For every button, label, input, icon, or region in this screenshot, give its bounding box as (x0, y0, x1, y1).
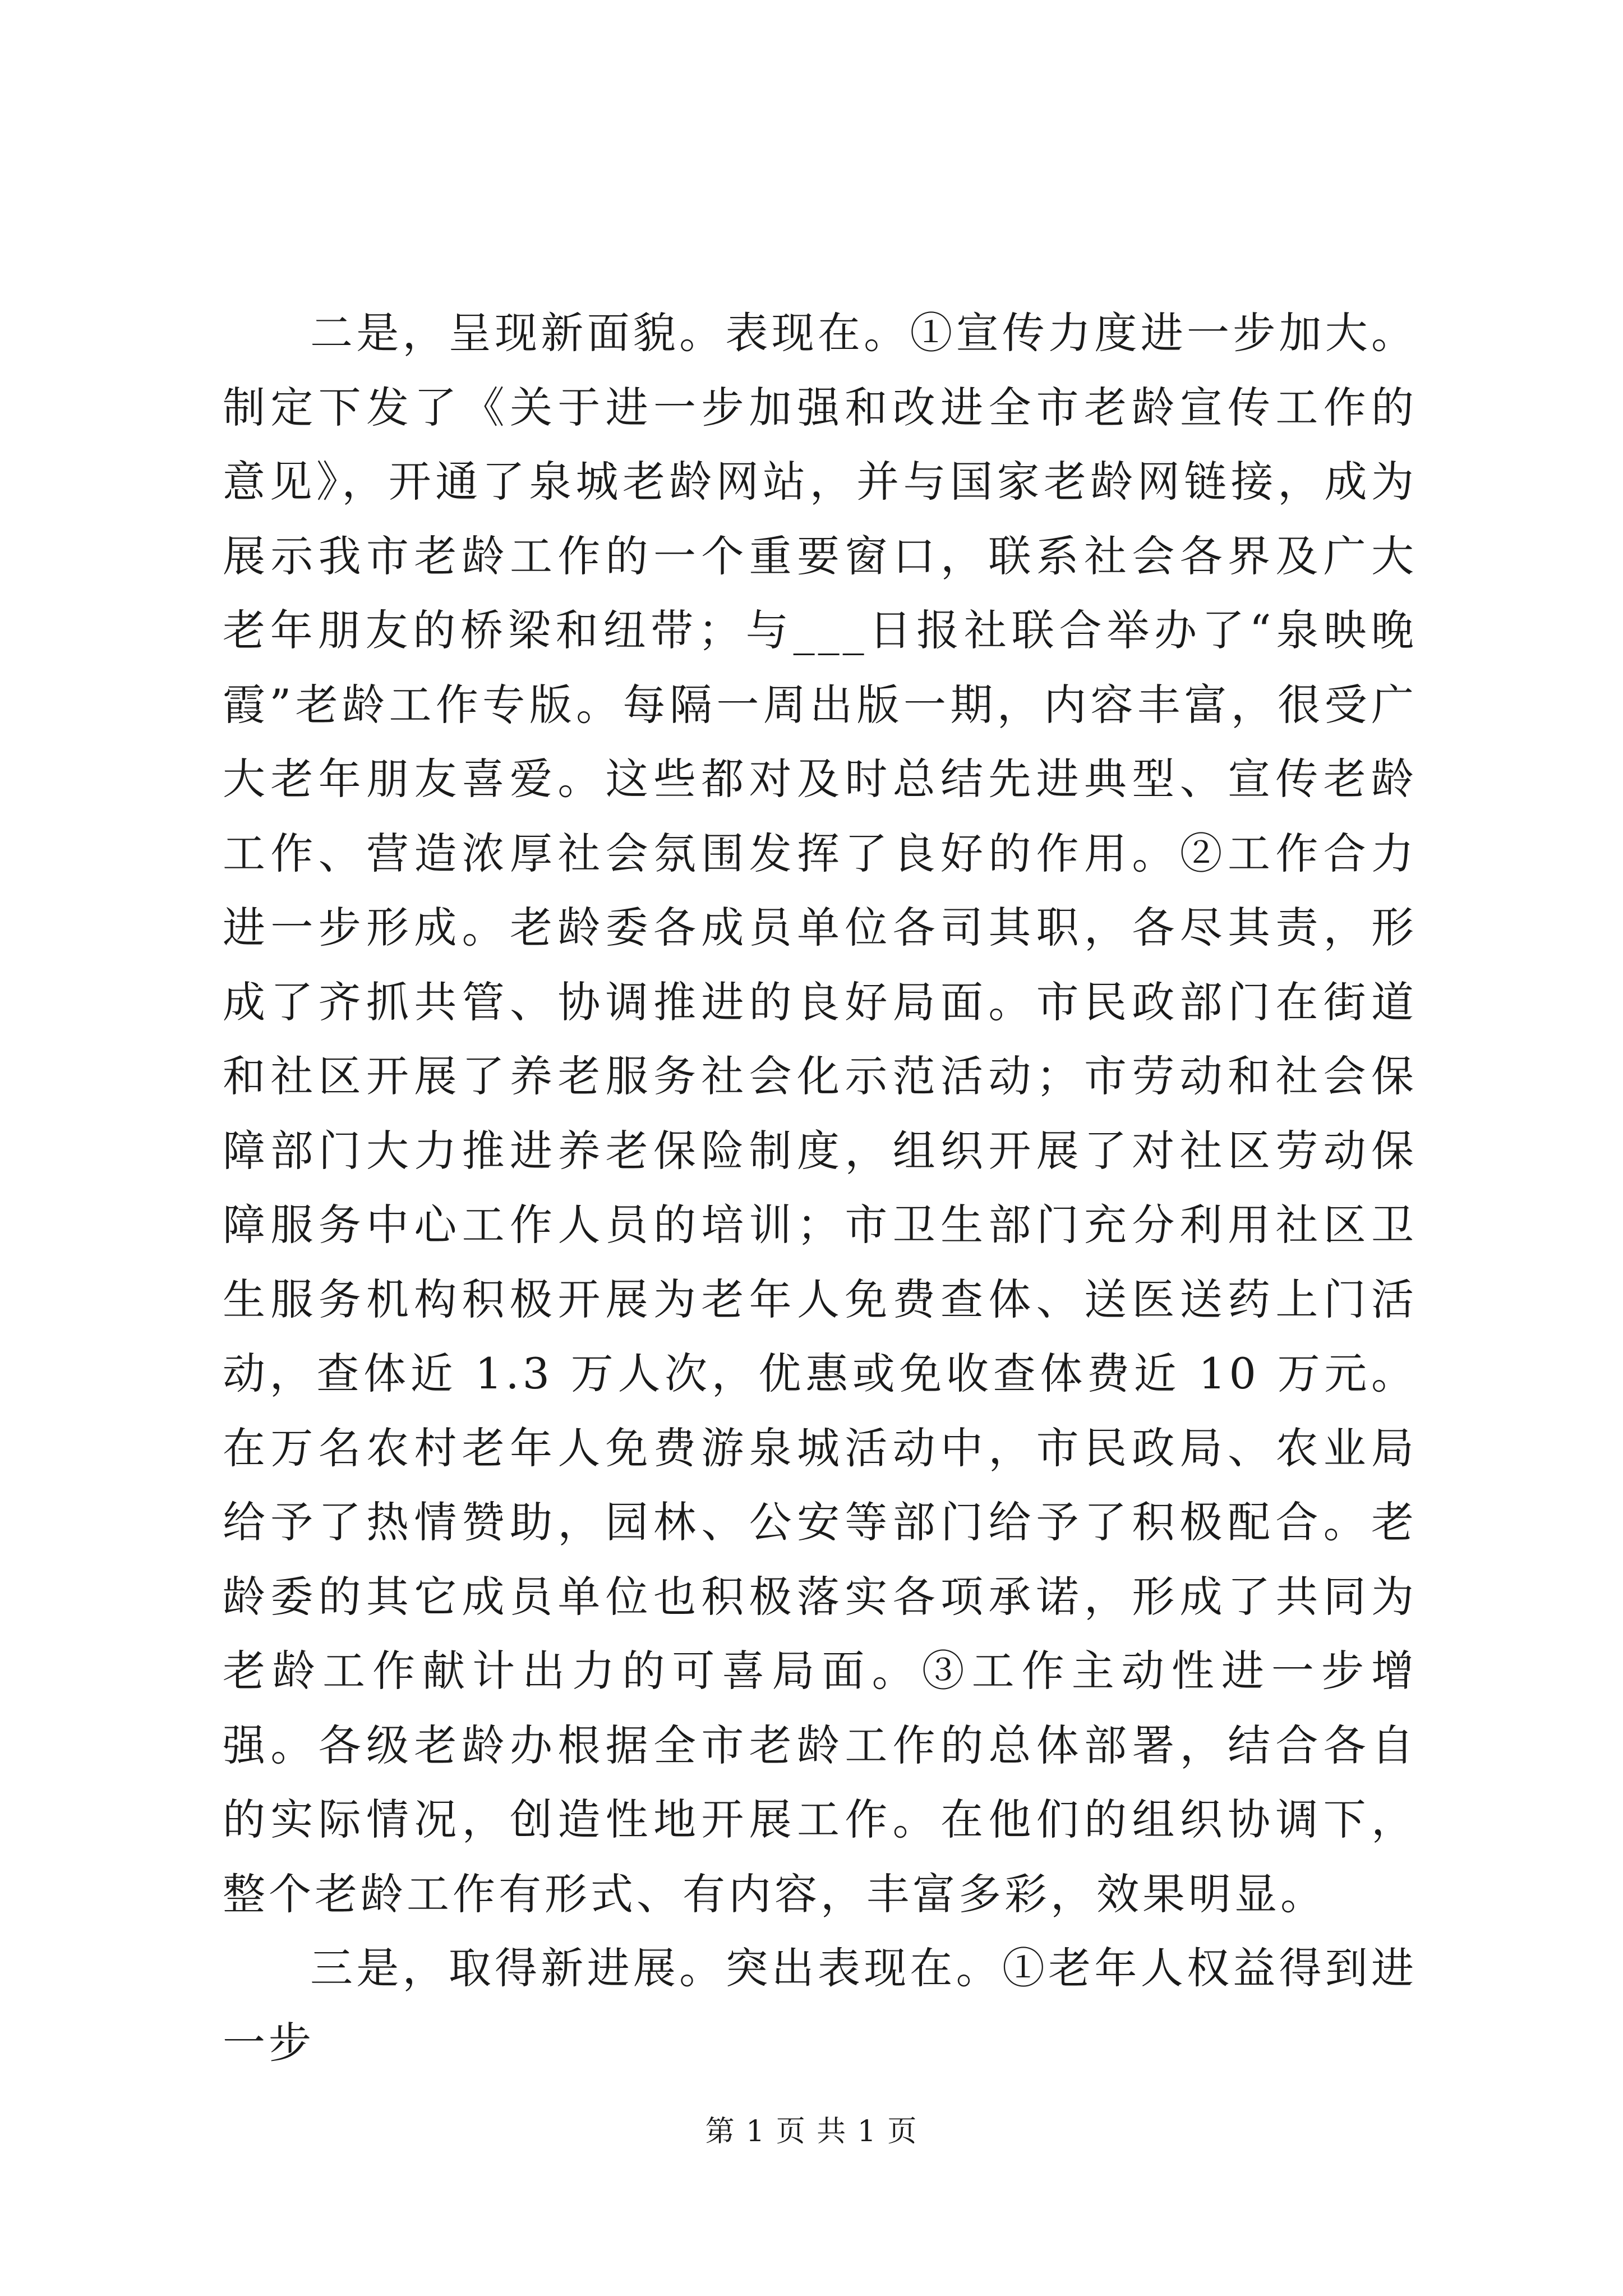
document-body (223, 296, 1417, 2080)
paragraph-achievements-new-look: 二是，呈现新面貌。表现在。①宣传力度进一步加大。制定下发了《关于进一步加强和改进全市老龄宣传工作的意见》，开通了泉城老龄网站，并与国家老龄网链接，成为展示我市老龄工作的一个重要窗口，联系社会各界及广大老年朋友的桥梁和纽带；与___日报社联合举办了“泉映晚霞”老龄工作专版。每隔一周出版一期，内容丰富，很受广大老年朋友喜爱。这些都对及时总结先进典型、宣传老龄工作、营造浓厚社会氛围发挥了良好的作用。②工作合力进一步形成。老龄委各成员单位各司其职，各尽其责，形成了齐抓共管、协调推进的良好局面。市民政部门在街道和社区开展了养老服务社会化示范活动；市劳动和社会保障部门大力推进养老保险制度，组织开展了对社区劳动保障服务中心工作人员的培训；市卫生部门充分利用社区卫生服务机构积极开展为老年人免费查体、送医送药上门活动，查体近 1.3 万人次，优惠或免收查体费近 10 万元。在万名农村老年人免费游泉城活动中，市民政局、农业局给予了热情赞助，园林、公安等部门给予了积极配合。老龄委的其它成员单位也积极落实各项承诺，形成了共同为老龄工作献计出力的可喜局面。③工作主动性进一步增强。各级老龄办根据全市老龄工作的总体部署，结合各自的实际情况，创造性地开展工作。在他们的组织协调下，整个老龄工作有形式、有内容，丰富多彩，效果明显。 (223, 308, 1417, 1919)
page-number-footer: 第 1 页 共 1 页 (705, 2115, 918, 2148)
paragraph-achievements-new-progress: 三是，取得新进展。突出表现在。①老年人权益得到进一步 (223, 1943, 1417, 2068)
